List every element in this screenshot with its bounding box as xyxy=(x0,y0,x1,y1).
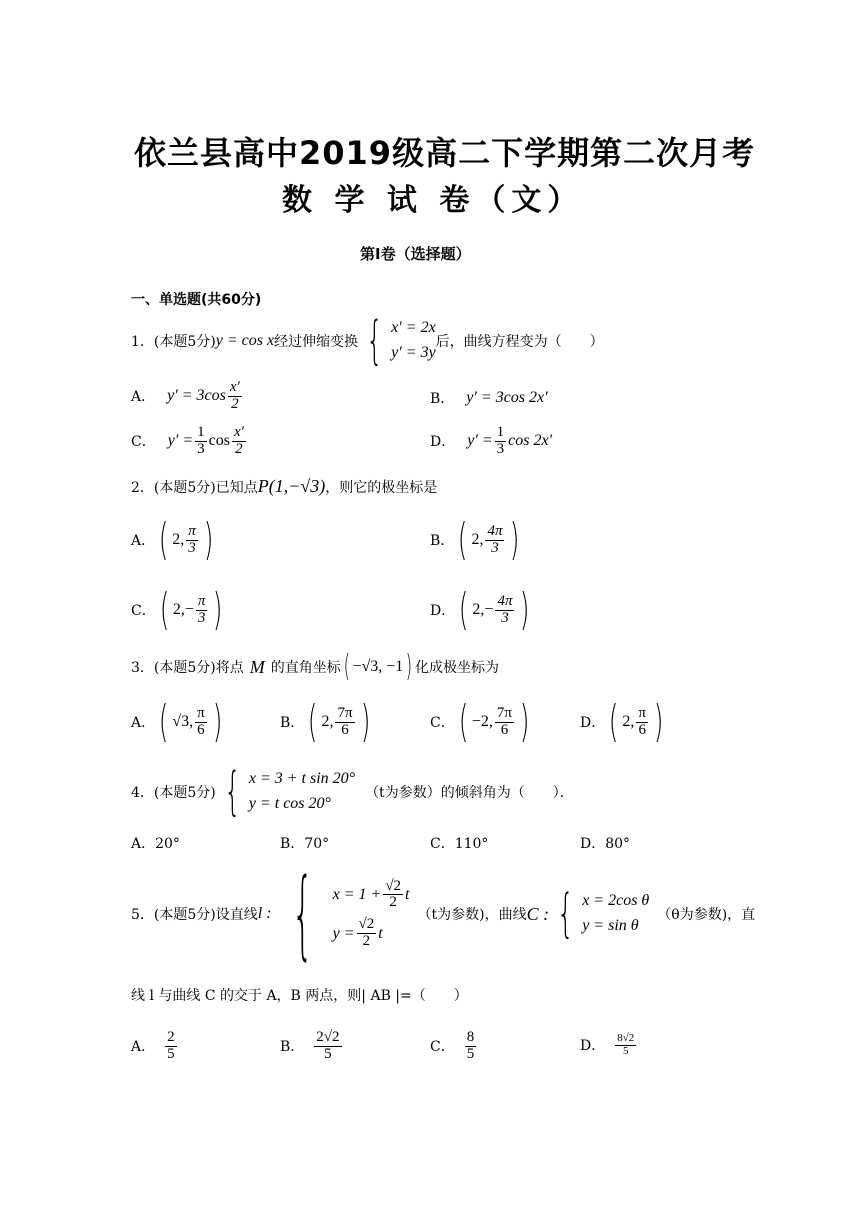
exam-subtitle: 数 学 试 卷（文） xyxy=(282,183,584,218)
paren-left: ( xyxy=(158,696,169,747)
fraction: $\frac{2}{5}$ xyxy=(167,1029,175,1062)
q5-line2: 线 l 与曲线 C 的交于 A，B 两点，则| AB |=（ ） xyxy=(131,988,468,1004)
q2-option-b[interactable] xyxy=(430,514,524,565)
option-letter: C． xyxy=(430,1039,455,1056)
q5-l-line2: y = $\frac{√2}{2}$ t xyxy=(332,916,383,949)
q4-system xyxy=(249,767,355,817)
option-letter: D． xyxy=(430,434,456,451)
q5-line-label: l : xyxy=(257,905,272,922)
q2-option-c[interactable] xyxy=(131,584,227,635)
q5-brace-l: { xyxy=(291,858,313,970)
option-letter: B． xyxy=(280,715,305,731)
paren-right: ) xyxy=(519,696,530,747)
option-letter: C． xyxy=(131,603,156,619)
q4-suffix: （t为参数）的倾斜角为（ ）． xyxy=(365,785,574,801)
paren-left: ( xyxy=(158,514,169,565)
question-3 xyxy=(131,649,500,684)
option-expr: y′ = 3cos 2x′ xyxy=(466,389,548,406)
paren-left: ( xyxy=(458,514,468,565)
q1-option-d[interactable] xyxy=(430,425,552,458)
option-letter: A． xyxy=(131,715,156,731)
paren-right: ) xyxy=(360,696,370,747)
option-expr: 2, xyxy=(471,531,484,548)
q2-option-a[interactable] xyxy=(131,514,217,565)
q5-mid: （t为参数)，曲线 xyxy=(417,907,527,923)
q5-curve-label: C : xyxy=(526,903,550,924)
q5-c-line1: x = 2cos θ xyxy=(582,892,650,910)
paren-right: ) xyxy=(653,696,664,747)
option-letter: A． xyxy=(131,389,156,406)
q4-prefix: 4．(本题5分) xyxy=(131,785,216,801)
option-letter: D． xyxy=(580,1038,606,1055)
paren-right: ) xyxy=(405,649,413,684)
question-1 xyxy=(131,311,604,371)
paren-right: ) xyxy=(203,514,214,565)
fraction: $\frac{8}{5}$ xyxy=(466,1029,475,1062)
fraction: $\frac{7\pi}{6}$ xyxy=(337,704,353,738)
paren-right: ) xyxy=(510,514,520,565)
q1-option-a[interactable] xyxy=(131,380,244,413)
fraction: $\frac{4\pi}{3}$ xyxy=(497,592,513,626)
fraction: $\frac{1}{3}$ xyxy=(496,424,505,457)
option-letter: D． xyxy=(580,715,606,731)
q5-c-line2: y = sin θ xyxy=(582,917,639,934)
option-letter: B． xyxy=(430,391,455,407)
paren-right: ) xyxy=(213,584,223,635)
q1-equation: y = cos x xyxy=(215,332,275,349)
paren-left: ( xyxy=(458,696,469,747)
q5-l-line1: x = 1 + $\frac{√2}{2}$ t xyxy=(332,877,410,911)
paren-left: ( xyxy=(459,584,469,635)
option-expr: cos 2x′ xyxy=(508,432,553,450)
q4-sys-line1: x = 3 + t sin 20° xyxy=(248,770,356,788)
q5-option-c[interactable] xyxy=(430,1030,478,1063)
q3-option-d[interactable] xyxy=(580,696,667,747)
question-4 xyxy=(131,764,574,820)
option-letter: A． xyxy=(131,533,156,549)
option-expr: −2, xyxy=(471,713,493,730)
q1-option-b[interactable] xyxy=(430,388,548,408)
q4-option-d[interactable]: D．80° xyxy=(580,836,631,852)
option-letter: D． xyxy=(430,603,456,619)
fraction: $\frac{\pi}{6}$ xyxy=(638,704,646,738)
paren-left: ( xyxy=(343,649,350,684)
option-expr: y′ = xyxy=(467,432,493,450)
q3-coord: −√3, −1 xyxy=(352,658,404,675)
paren-left: ( xyxy=(308,696,318,747)
q1-system xyxy=(391,316,436,366)
q4-option-a[interactable]: A．20° xyxy=(131,836,180,852)
q3-option-c[interactable] xyxy=(430,696,533,747)
q5-option-a[interactable] xyxy=(131,1030,179,1063)
fraction: $\frac{\pi}{3}$ xyxy=(197,592,206,626)
q5-option-d[interactable] xyxy=(580,1033,638,1057)
q1-mid: 经过伸缩变换 xyxy=(274,334,359,350)
part-heading: 第Ⅰ卷（选择题） xyxy=(360,245,471,263)
option-expr: √3, xyxy=(172,713,194,730)
q4-brace: { xyxy=(224,762,241,822)
option-expr: 2, xyxy=(622,713,635,730)
option-expr: y′ = xyxy=(167,432,194,450)
option-expr: y′ = 3cos xyxy=(167,387,226,405)
option-letter: A． xyxy=(131,1039,156,1056)
fraction: $\frac{7\pi}{6}$ xyxy=(496,704,512,738)
option-letter: B． xyxy=(430,533,455,549)
q5-brace-c: { xyxy=(557,884,574,944)
q4-option-c[interactable]: C．110° xyxy=(430,836,489,852)
q3-option-b[interactable] xyxy=(280,696,374,747)
fraction: $\frac{x'}{2}$ xyxy=(233,424,244,457)
fraction: $\frac{\pi}{3}$ xyxy=(188,522,196,556)
option-expr: cos xyxy=(208,432,230,450)
option-expr: 2,− xyxy=(472,601,494,618)
q2-point: P(1,−√3) xyxy=(257,476,326,496)
q2-suffix: ，则它的极坐标是 xyxy=(325,479,438,496)
option-letter: C． xyxy=(430,715,455,731)
paren-right: ) xyxy=(212,696,222,747)
q3-suffix: 化成极坐标为 xyxy=(415,660,500,676)
q3-var: M xyxy=(249,656,265,677)
question-5 xyxy=(131,858,756,970)
fraction: $\frac{4\pi}{3}$ xyxy=(487,522,503,556)
q1-prefix: 1．(本题5分) xyxy=(131,334,216,350)
option-expr: 2, xyxy=(172,531,185,548)
fraction: $\frac{\pi}{6}$ xyxy=(197,704,205,738)
q5-option-b[interactable] xyxy=(280,1030,344,1063)
option-letter: C． xyxy=(131,434,156,451)
fraction: $\frac{x'}{2}$ xyxy=(229,379,240,412)
fraction: $\frac{8√2}{5}$ xyxy=(617,1032,635,1057)
fraction: $\frac{2√2}{5}$ xyxy=(316,1029,340,1062)
q5-prefix: 5．(本题5分)设直线 xyxy=(131,907,258,923)
q3-mid: 的直角坐标 xyxy=(270,660,341,676)
option-letter: B． xyxy=(280,1039,305,1056)
q5-system-c xyxy=(582,889,649,939)
q1-brace: { xyxy=(366,311,383,371)
fraction: $\frac{1}{3}$ xyxy=(197,424,205,457)
q2-option-d[interactable] xyxy=(430,584,534,635)
q5-suffix: （θ为参数)，直 xyxy=(657,907,756,923)
q2-prefix: 2．(本题5分)已知点 xyxy=(131,479,258,496)
paren-left: ( xyxy=(159,584,170,635)
q4-sys-line2: y = t cos 20° xyxy=(248,795,331,812)
question-2 xyxy=(131,476,437,497)
q5-system-l xyxy=(333,879,410,950)
section-heading: 一、单选题(共60分) xyxy=(131,292,262,308)
paren-left: ( xyxy=(609,696,619,747)
q4-option-b[interactable]: B．70° xyxy=(280,836,330,852)
q3-prefix: 3．(本题5分)将点 xyxy=(131,660,244,676)
q1-option-c[interactable] xyxy=(131,425,248,458)
paren-right: ) xyxy=(520,584,530,635)
q1-sys-line2: y′ = 3y xyxy=(391,344,436,361)
exam-title: 依兰县高中2019级高二下学期第二次月考 xyxy=(134,134,756,172)
option-expr: 2, xyxy=(321,713,334,730)
q1-sys-line1: x′ = 2x xyxy=(391,319,436,337)
q3-option-a[interactable] xyxy=(131,696,226,747)
q1-suffix: 后，曲线方程变为（ ） xyxy=(435,334,604,350)
option-expr: 2,− xyxy=(172,601,194,618)
